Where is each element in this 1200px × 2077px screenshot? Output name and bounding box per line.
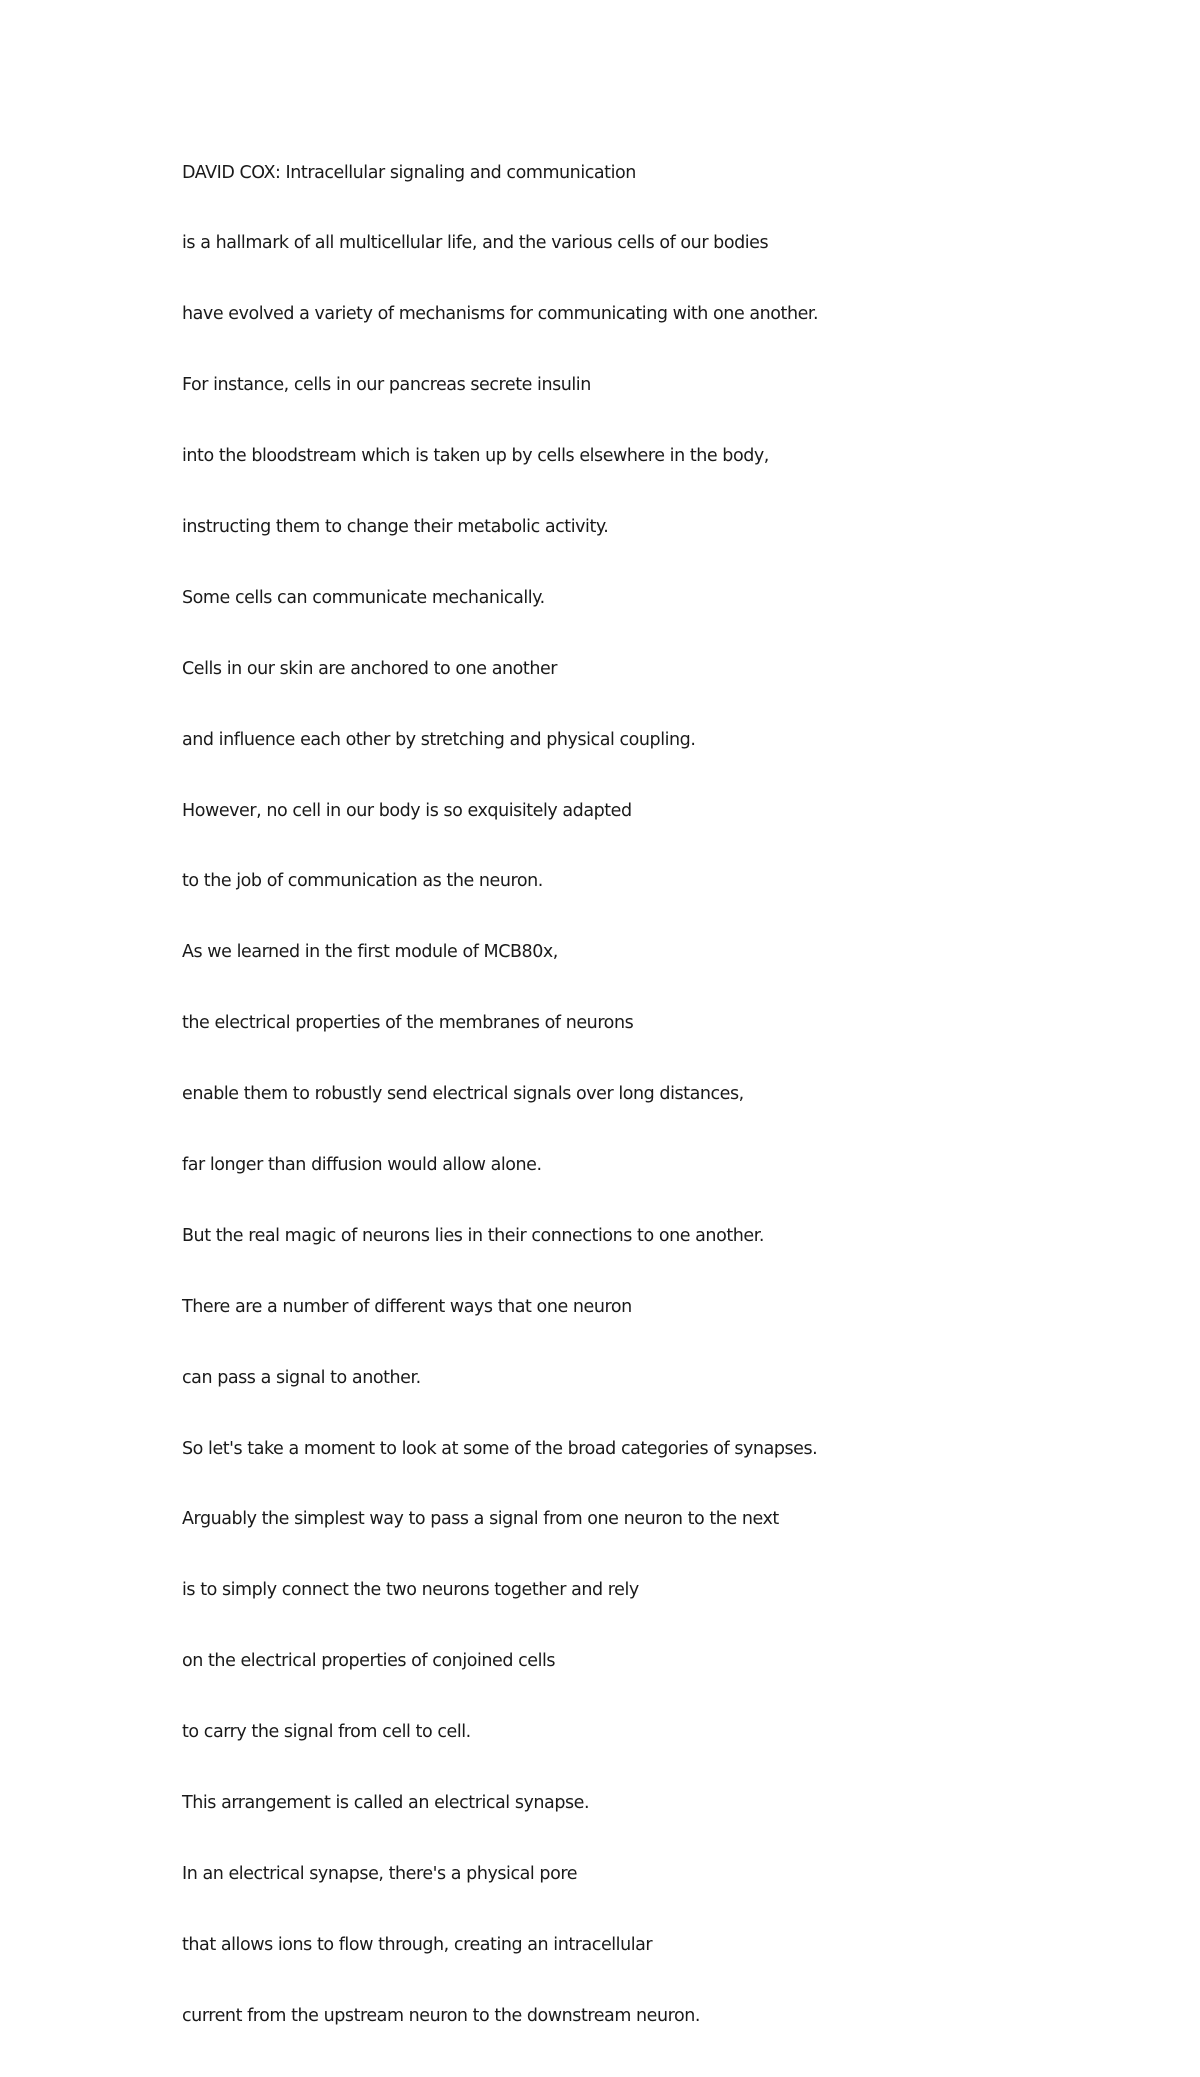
- transcript-line: that allows ions to flow through, creating an intracellular: [182, 1934, 653, 1955]
- transcript-line: As we learned in the first module of MCB80x,: [182, 942, 558, 963]
- transcript-line: Arguably the simplest way to pass a signal from one neuron to the next: [182, 1509, 779, 1530]
- transcript-line: to the job of communication as the neuron.: [182, 871, 543, 892]
- transcript-line: have evolved a variety of mechanisms for communicating with one another.: [182, 304, 819, 325]
- transcript-line: Some cells can communicate mechanically.: [182, 587, 545, 608]
- transcript-line: can pass a signal to another.: [182, 1367, 421, 1388]
- transcript-line: So let's take a moment to look at some of the broad categories of synapses.: [182, 1438, 818, 1459]
- transcript-line: For instance, cells in our pancreas secrete insulin: [182, 375, 591, 396]
- transcript-line: into the bloodstream which is taken up by cells elsewhere in the body,: [182, 446, 769, 467]
- transcript-line: However, no cell in our body is so exquisitely adapted: [182, 800, 632, 821]
- transcript-line: Cells in our skin are anchored to one another: [182, 658, 558, 679]
- transcript-line: on the electrical properties of conjoined cells: [182, 1651, 556, 1672]
- transcript-line: and influence each other by stretching and physical coupling.: [182, 729, 696, 750]
- transcript-line: In an electrical synapse, there's a physical pore: [182, 1863, 578, 1884]
- transcript-text: [182, 145, 1142, 2077]
- transcript-line: enable them to robustly send electrical signals over long distances,: [182, 1084, 744, 1105]
- transcript-line: current from the upstream neuron to the downstream neuron.: [182, 2005, 701, 2026]
- transcript-line: is a hallmark of all multicellular life, and the various cells of our bodies: [182, 233, 769, 254]
- transcript-line: instructing them to change their metabolic activity.: [182, 516, 609, 537]
- transcript-line: But the real magic of neurons lies in their connections to one another.: [182, 1225, 764, 1246]
- transcript-line: There are a number of different ways that one neuron: [182, 1296, 632, 1317]
- transcript-line: DAVID COX: Intracellular signaling and communication: [182, 162, 636, 183]
- transcript-line: is to simply connect the two neurons together and rely: [182, 1580, 639, 1601]
- transcript-line: This arrangement is called an electrical synapse.: [182, 1792, 590, 1813]
- transcript-line: the electrical properties of the membranes of neurons: [182, 1013, 634, 1034]
- transcript-line: to carry the signal from cell to cell.: [182, 1722, 471, 1743]
- transcript-line: far longer than diffusion would allow alone.: [182, 1154, 542, 1175]
